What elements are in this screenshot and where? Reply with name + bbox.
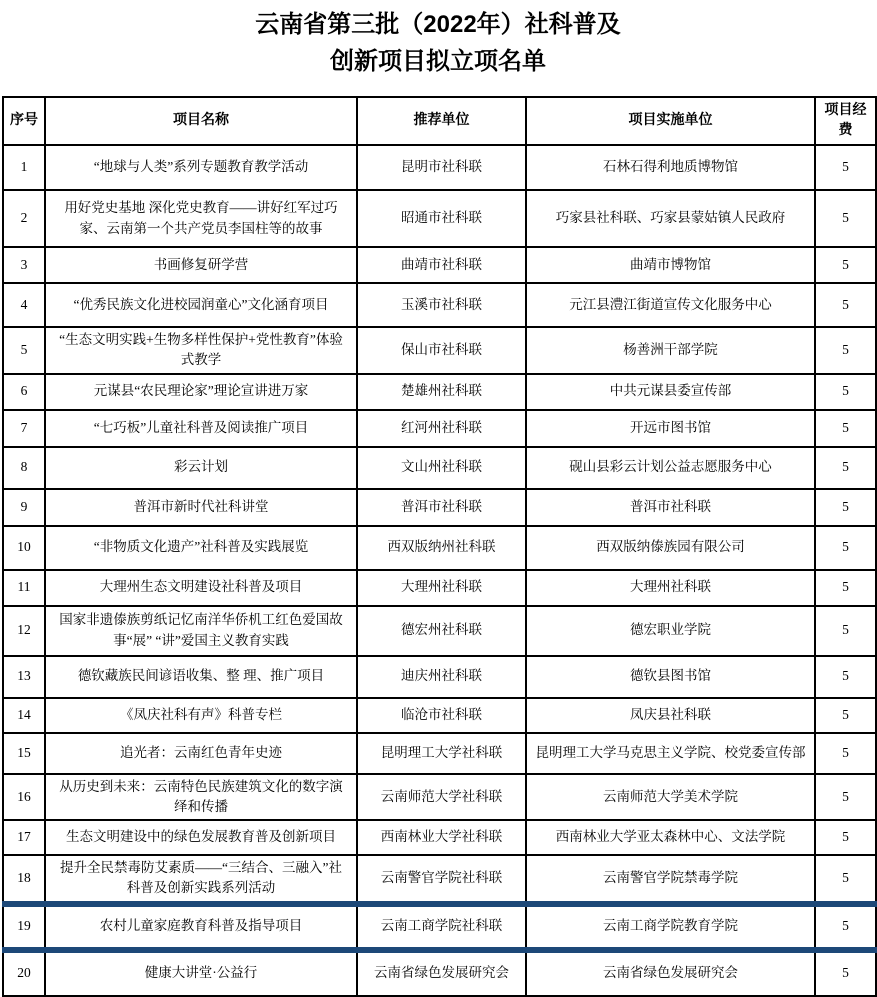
table-row bbox=[3, 247, 876, 283]
serial-cell: 7 bbox=[3, 410, 45, 447]
recommender-cell: 大理州社科联 bbox=[357, 570, 526, 606]
table-body bbox=[3, 145, 876, 996]
recommender-cell: 昆明市社科联 bbox=[357, 145, 526, 190]
table-row bbox=[3, 904, 876, 950]
recommender-cell: 云南省绿色发展研究会 bbox=[357, 950, 526, 996]
implementer-cell: 凤庆县社科联 bbox=[526, 698, 815, 733]
recommender-cell: 临沧市社科联 bbox=[357, 698, 526, 733]
table-row bbox=[3, 820, 876, 855]
implementer-cell: 元江县澧江街道宣传文化服务中心 bbox=[526, 283, 815, 327]
serial-cell: 15 bbox=[3, 733, 45, 774]
project-name-cell: 书画修复研学营 bbox=[45, 247, 357, 283]
fund-cell: 5 bbox=[815, 733, 876, 774]
recommender-cell: 普洱市社科联 bbox=[357, 489, 526, 526]
page-title bbox=[0, 0, 876, 96]
recommender-cell: 玉溪市社科联 bbox=[357, 283, 526, 327]
serial-cell: 2 bbox=[3, 190, 45, 247]
project-name-cell: “优秀民族文化进校园润童心”文化涵育项目 bbox=[45, 283, 357, 327]
project-name-cell: 提升全民禁毒防艾素质——“三结合、三融入”社科普及创新实践系列活动 bbox=[45, 855, 357, 904]
fund-cell: 5 bbox=[815, 247, 876, 283]
fund-cell: 5 bbox=[815, 904, 876, 950]
header-fund: 项目经费 bbox=[815, 97, 876, 145]
table-row bbox=[3, 374, 876, 410]
fund-cell: 5 bbox=[815, 374, 876, 410]
implementer-cell: 云南工商学院教育学院 bbox=[526, 904, 815, 950]
serial-cell: 12 bbox=[3, 606, 45, 656]
table-row bbox=[3, 447, 876, 489]
table-row bbox=[3, 526, 876, 570]
recommender-cell: 文山州社科联 bbox=[357, 447, 526, 489]
serial-cell: 20 bbox=[3, 950, 45, 996]
table-row bbox=[3, 410, 876, 447]
serial-cell: 14 bbox=[3, 698, 45, 733]
recommender-cell: 德宏州社科联 bbox=[357, 606, 526, 656]
table-row bbox=[3, 190, 876, 247]
recommender-cell: 昆明理工大学社科联 bbox=[357, 733, 526, 774]
page-title-line-2: 创新项目拟立项名单 bbox=[330, 48, 546, 76]
implementer-cell: 砚山县彩云计划公益志愿服务中心 bbox=[526, 447, 815, 489]
table-row bbox=[3, 489, 876, 526]
table-row bbox=[3, 855, 876, 904]
table-row bbox=[3, 733, 876, 774]
serial-cell: 4 bbox=[3, 283, 45, 327]
fund-cell: 5 bbox=[815, 190, 876, 247]
fund-cell: 5 bbox=[815, 698, 876, 733]
recommender-cell: 楚雄州社科联 bbox=[357, 374, 526, 410]
header-implementer: 项目实施单位 bbox=[526, 97, 815, 145]
serial-cell: 19 bbox=[3, 904, 45, 950]
project-name-cell: 普洱市新时代社科讲堂 bbox=[45, 489, 357, 526]
implementer-cell: 大理州社科联 bbox=[526, 570, 815, 606]
project-name-cell: 健康大讲堂·公益行 bbox=[45, 950, 357, 996]
project-name-cell: 用好党史基地 深化党史教育——讲好红军过巧家、云南第一个共产党员李国柱等的故事 bbox=[45, 190, 357, 247]
project-name-cell: “地球与人类”系列专题教育教学活动 bbox=[45, 145, 357, 190]
table-header bbox=[3, 97, 876, 145]
table-row bbox=[3, 327, 876, 374]
project-name-cell: “七巧板”儿童社科普及阅读推广项目 bbox=[45, 410, 357, 447]
serial-cell: 13 bbox=[3, 656, 45, 698]
implementer-cell: 开远市图书馆 bbox=[526, 410, 815, 447]
recommender-cell: 云南师范大学社科联 bbox=[357, 774, 526, 821]
fund-cell: 5 bbox=[815, 489, 876, 526]
fund-cell: 5 bbox=[815, 327, 876, 374]
fund-cell: 5 bbox=[815, 410, 876, 447]
project-name-cell: 彩云计划 bbox=[45, 447, 357, 489]
fund-cell: 5 bbox=[815, 526, 876, 570]
implementer-cell: 云南警官学院禁毒学院 bbox=[526, 855, 815, 904]
project-name-cell: 大理州生态文明建设社科普及项目 bbox=[45, 570, 357, 606]
serial-cell: 18 bbox=[3, 855, 45, 904]
recommender-cell: 曲靖市社科联 bbox=[357, 247, 526, 283]
project-name-cell: 元谋县“农民理论家”理论宣讲进万家 bbox=[45, 374, 357, 410]
project-name-cell: 农村儿童家庭教育科普及指导项目 bbox=[45, 904, 357, 950]
project-name-cell: “非物质文化遗产”社科普及实践展览 bbox=[45, 526, 357, 570]
header-recommender: 推荐单位 bbox=[357, 97, 526, 145]
header-row bbox=[3, 97, 876, 145]
serial-cell: 16 bbox=[3, 774, 45, 821]
implementer-cell: 石林石得利地质博物馆 bbox=[526, 145, 815, 190]
table-row bbox=[3, 774, 876, 821]
fund-cell: 5 bbox=[815, 606, 876, 656]
project-name-cell: 追光者：云南红色青年史迹 bbox=[45, 733, 357, 774]
table-row bbox=[3, 145, 876, 190]
serial-cell: 11 bbox=[3, 570, 45, 606]
fund-cell: 5 bbox=[815, 855, 876, 904]
fund-cell: 5 bbox=[815, 283, 876, 327]
implementer-cell: 普洱市社科联 bbox=[526, 489, 815, 526]
recommender-cell: 昭通市社科联 bbox=[357, 190, 526, 247]
fund-cell: 5 bbox=[815, 950, 876, 996]
fund-cell: 5 bbox=[815, 820, 876, 855]
table-row bbox=[3, 283, 876, 327]
recommender-cell: 迪庆州社科联 bbox=[357, 656, 526, 698]
recommender-cell: 西双版纳州社科联 bbox=[357, 526, 526, 570]
implementer-cell: 西双版纳傣族园有限公司 bbox=[526, 526, 815, 570]
serial-cell: 17 bbox=[3, 820, 45, 855]
serial-cell: 8 bbox=[3, 447, 45, 489]
project-name-cell: 国家非遗傣族剪纸记忆南洋华侨机工红色爱国故事“展” “讲”爱国主义教育实践 bbox=[45, 606, 357, 656]
fund-cell: 5 bbox=[815, 656, 876, 698]
implementer-cell: 中共元谋县委宣传部 bbox=[526, 374, 815, 410]
serial-cell: 3 bbox=[3, 247, 45, 283]
project-name-cell: 从历史到未来：云南特色民族建筑文化的数字演绎和传播 bbox=[45, 774, 357, 821]
table-row bbox=[3, 570, 876, 606]
projects-table bbox=[2, 96, 877, 997]
project-name-cell: 生态文明建设中的绿色发展教育普及创新项目 bbox=[45, 820, 357, 855]
implementer-cell: 昆明理工大学马克思主义学院、校党委宣传部 bbox=[526, 733, 815, 774]
implementer-cell: 德钦县图书馆 bbox=[526, 656, 815, 698]
project-name-cell: 《凤庆社科有声》科普专栏 bbox=[45, 698, 357, 733]
recommender-cell: 保山市社科联 bbox=[357, 327, 526, 374]
recommender-cell: 红河州社科联 bbox=[357, 410, 526, 447]
fund-cell: 5 bbox=[815, 774, 876, 821]
recommender-cell: 西南林业大学社科联 bbox=[357, 820, 526, 855]
implementer-cell: 云南师范大学美术学院 bbox=[526, 774, 815, 821]
recommender-cell: 云南工商学院社科联 bbox=[357, 904, 526, 950]
recommender-cell: 云南警官学院社科联 bbox=[357, 855, 526, 904]
serial-cell: 9 bbox=[3, 489, 45, 526]
table-row bbox=[3, 656, 876, 698]
table-row bbox=[3, 950, 876, 996]
page-title-line-1: 云南省第三批（2022年）社科普及 bbox=[255, 11, 621, 38]
serial-cell: 5 bbox=[3, 327, 45, 374]
table-row bbox=[3, 698, 876, 733]
project-name-cell: 德钦藏族民间谚语收集、整 理、推广项目 bbox=[45, 656, 357, 698]
serial-cell: 1 bbox=[3, 145, 45, 190]
project-name-cell: “生态文明实践+生物多样性保护+党性教育”体验式教学 bbox=[45, 327, 357, 374]
implementer-cell: 曲靖市博物馆 bbox=[526, 247, 815, 283]
implementer-cell: 德宏职业学院 bbox=[526, 606, 815, 656]
serial-cell: 6 bbox=[3, 374, 45, 410]
header-project-name: 项目名称 bbox=[45, 97, 357, 145]
serial-cell: 10 bbox=[3, 526, 45, 570]
implementer-cell: 杨善洲干部学院 bbox=[526, 327, 815, 374]
table-row bbox=[3, 606, 876, 656]
fund-cell: 5 bbox=[815, 145, 876, 190]
header-serial: 序号 bbox=[3, 97, 45, 145]
implementer-cell: 西南林业大学亚太森林中心、文法学院 bbox=[526, 820, 815, 855]
implementer-cell: 巧家县社科联、巧家县蒙姑镇人民政府 bbox=[526, 190, 815, 247]
fund-cell: 5 bbox=[815, 447, 876, 489]
fund-cell: 5 bbox=[815, 570, 876, 606]
implementer-cell: 云南省绿色发展研究会 bbox=[526, 950, 815, 996]
